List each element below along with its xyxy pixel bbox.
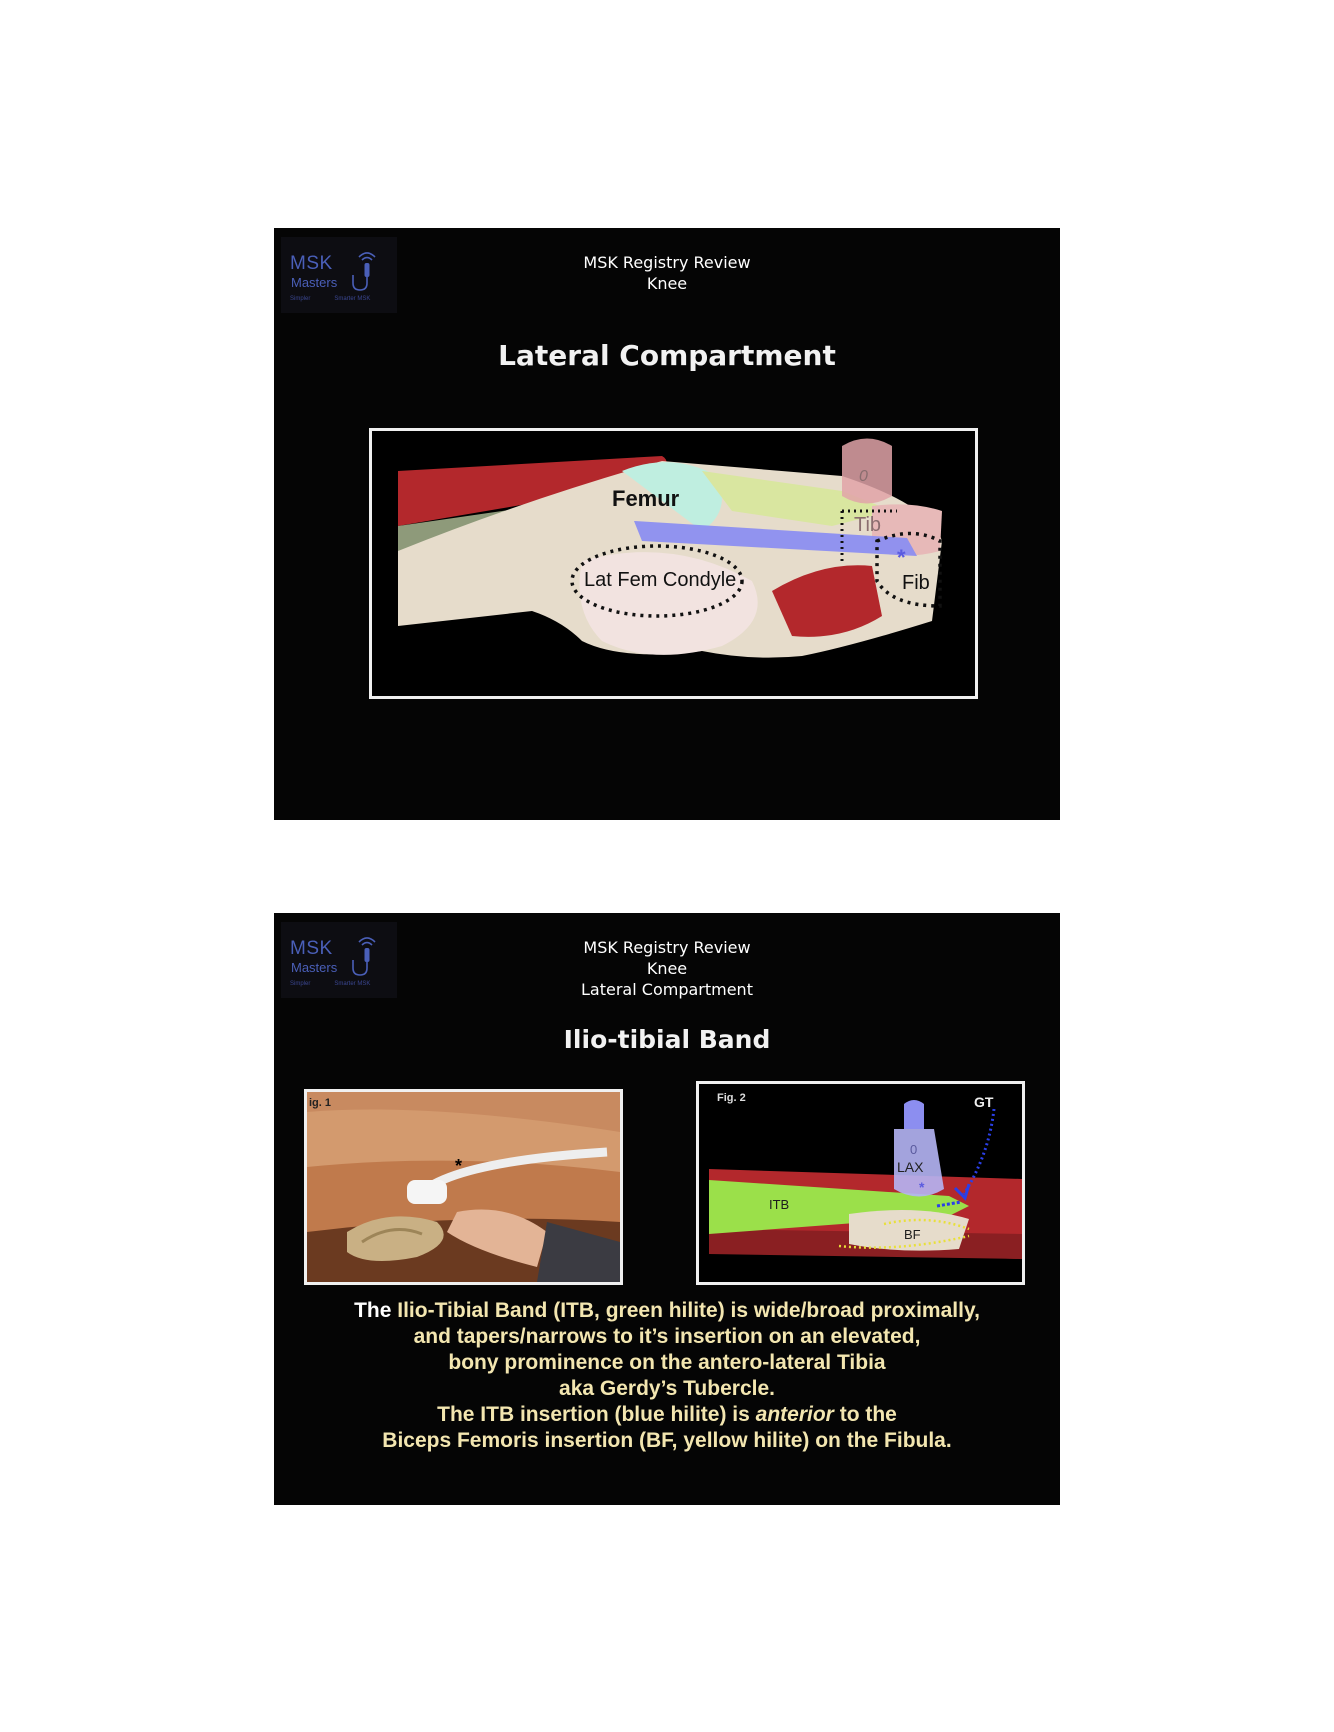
asterisk-marker: * [919, 1179, 925, 1195]
logo-msk-text: MSK [290, 253, 333, 274]
slide-title: Lateral Compartment [498, 339, 836, 372]
slide-title: Ilio-tibial Band [563, 1025, 771, 1054]
femur-label: Femur [612, 486, 680, 511]
logo-tagline: Simpler Smarter MSK [290, 981, 371, 987]
lax-label: LAX [897, 1159, 924, 1175]
header-line: MSK Registry Review [583, 938, 751, 957]
header-line: Lateral Compartment [581, 980, 753, 999]
tib-label: Tib [854, 514, 882, 536]
caption-line: aka Gerdy’s Tubercle. [559, 1377, 775, 1400]
knee-anatomy-figure [369, 428, 978, 699]
caption-line: and tapers/narrows to it’s insertion on an elevated, [413, 1325, 921, 1348]
fig2-itb-diagram [696, 1081, 1025, 1285]
caption-emphasis: anterior [755, 1403, 834, 1426]
logo-tagline: Simpler Smarter MSK [290, 296, 371, 302]
fig1-scanning-photo [304, 1089, 623, 1285]
caption-line: Biceps Femoris insertion (BF, yellow hilite) on the Fibula. [382, 1429, 952, 1452]
asterisk-marker: * [897, 545, 906, 570]
fib-label: Fib [902, 572, 930, 594]
gt-label: GT [974, 1094, 994, 1110]
fig1-label: ig. 1 [309, 1097, 332, 1109]
slide-header [274, 252, 1060, 294]
caption-line: The ITB insertion (blue hilite) is anterior to the [437, 1403, 897, 1426]
lat-fem-condyle-label: Lat Fem Condyle [584, 569, 737, 591]
bf-label: BF [904, 1227, 921, 1242]
header-line: Knee [646, 959, 688, 978]
asterisk-marker: * [455, 1156, 463, 1176]
probe-mark-label: 0 [859, 468, 868, 485]
header-line: MSK Registry Review [583, 253, 751, 272]
caption-lead: The [354, 1299, 392, 1322]
logo-masters-text: Masters [291, 275, 338, 290]
header-line: Knee [646, 274, 688, 293]
slide-header [274, 937, 1060, 1000]
slide-caption [304, 1298, 1030, 1454]
logo-masters-text: Masters [291, 960, 338, 975]
probe-mark-label: 0 [910, 1142, 918, 1157]
fig2-label: Fig. 2 [717, 1092, 746, 1104]
slide-lateral-compartment [274, 228, 1060, 820]
logo-msk-text: MSK [290, 938, 333, 959]
itb-label: ITB [769, 1197, 790, 1212]
caption-line: bony prominence on the antero-lateral Tibia [448, 1351, 886, 1374]
slide-ilio-tibial-band [274, 913, 1060, 1505]
caption-line: The Ilio-Tibial Band (ITB, green hilite) is wide/broad proximally, [354, 1299, 980, 1322]
